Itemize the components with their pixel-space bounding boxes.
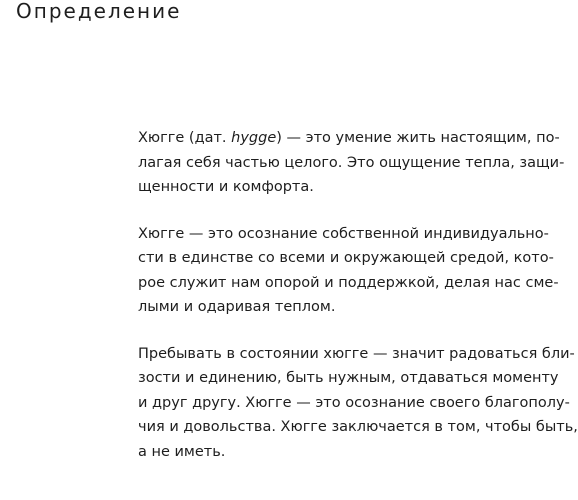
text-line xyxy=(138,126,560,151)
definition-body xyxy=(138,126,578,486)
text-line: чия и довольства. Хюгге заключается в том, чтобы быть, xyxy=(138,419,578,435)
text-line: рое служит нам опорой и поддержкой, делая нас сме- xyxy=(138,274,559,291)
text-line: лыми и одаривая теплом. xyxy=(138,299,336,315)
text-line: щенности и комфорта. xyxy=(138,179,314,195)
text-line: лагая себя частью целого. Это ощущение тепла, защи- xyxy=(138,154,565,171)
paragraph-1 xyxy=(138,126,565,200)
text-fragment: ) — это умение жить настоящим, по- xyxy=(276,130,560,146)
text-line: и друг другу. Хюгге — это осознание своего благополу- xyxy=(138,394,570,411)
text-line: а не иметь. xyxy=(138,443,226,460)
paragraph-3 xyxy=(138,342,578,465)
paragraph-2 xyxy=(138,222,559,320)
text-line: Хюгге — это осознание собственной индивидуально- xyxy=(138,225,549,242)
text-line: зости и единению, быть нужным, отдаваться моменту xyxy=(138,370,559,386)
page-heading: Определение xyxy=(16,0,182,23)
text-fragment: Хюгге (дат. xyxy=(138,130,232,146)
foreign-term: hygge xyxy=(231,130,277,146)
text-line: сти в единстве со всеми и окружающей средой, кото- xyxy=(138,250,554,266)
text-line: Пребывать в состоянии хюгге — значит радоваться бли- xyxy=(138,345,575,362)
